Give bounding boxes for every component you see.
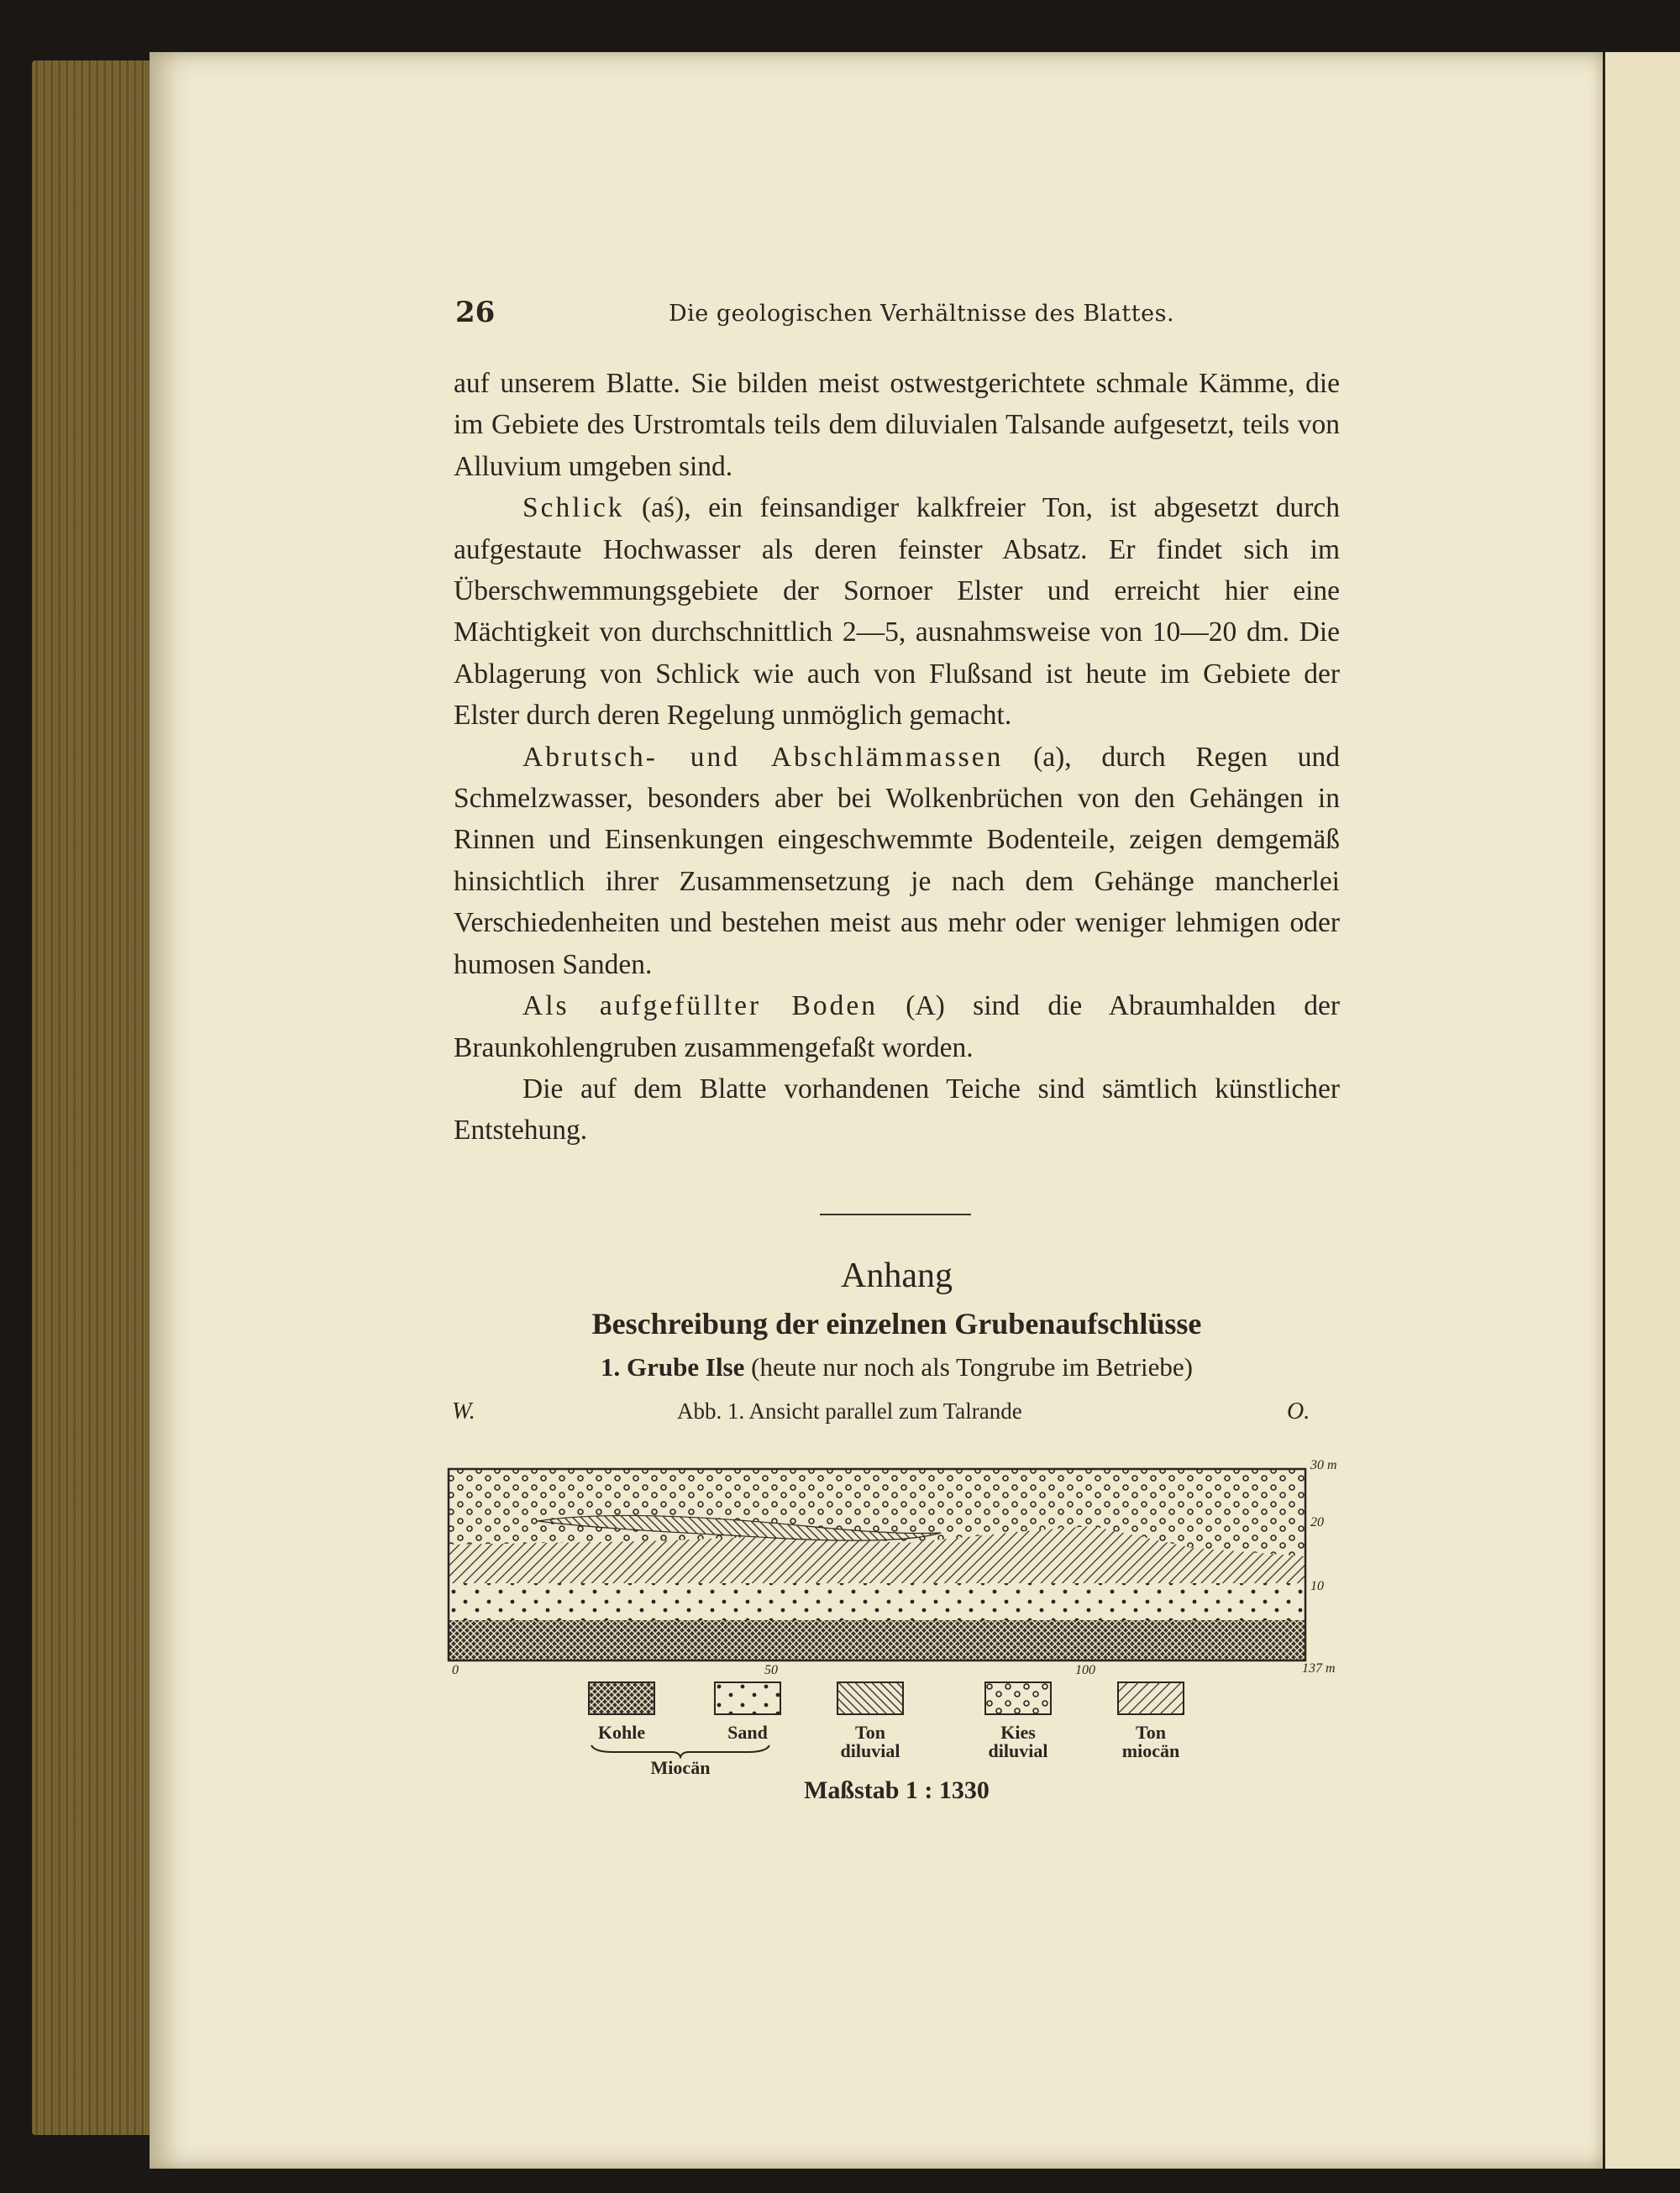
legend-ton-miocan-label: Ton xyxy=(1136,1722,1166,1743)
section-title: Beschreibung der einzelnen Grubenaufschlüsse xyxy=(591,1307,1202,1340)
mine-note: (heute nur noch als Tongrube im Betriebe) xyxy=(744,1352,1193,1382)
distance-label-0: 0 xyxy=(452,1663,459,1676)
layer-kohle xyxy=(449,1620,1305,1660)
paragraph-boden xyxy=(454,985,1340,1068)
mine-name: 1. Grube Ilse xyxy=(601,1352,745,1382)
legend-ton-diluvial-sublabel: diluvial xyxy=(840,1740,900,1761)
legend-kohle-swatch xyxy=(588,1681,655,1715)
legend-sand-swatch xyxy=(714,1681,781,1715)
distance-label-100: 100 xyxy=(1075,1663,1095,1676)
body-text xyxy=(454,363,1340,1152)
miocan-group-label: Miocän xyxy=(650,1757,711,1778)
term-boden: Als aufgefüllter Boden xyxy=(522,990,878,1022)
paragraph-schlick-text: (aś), ein feinsandiger kalkfreier Ton, ist abgesetzt durch aufgestaute Hochwasser als deren feinster Absatz. Er findet sich im Überschwemmungsgebiete der Sornoer Elster und erreicht hier eine Mächtigkeit von durchschnittlich 2—5, ausnahmsweise von 10—20 dm. Die Ablagerung von Schlick wie auch von Flußsand ist heute im Gebiete der Elster durch deren Regelung unmöglich gemacht. xyxy=(454,492,1340,732)
figure-caption: Abb. 1. Ansicht parallel zum Talrande xyxy=(677,1398,1022,1424)
legend-sand xyxy=(706,1681,790,1742)
page-number: 26 xyxy=(455,296,496,329)
figure-east-label: O. xyxy=(1287,1398,1310,1424)
legend-ton-diluvial xyxy=(828,1681,912,1760)
term-schlick: Schlick xyxy=(522,492,625,524)
legend-ton-diluvial-label: Ton xyxy=(855,1722,885,1743)
book-page-edges xyxy=(32,60,158,2135)
depth-labels xyxy=(1302,1458,1337,1676)
legend-ton-miocan-swatch xyxy=(1117,1681,1184,1715)
legend-ton-miocan xyxy=(1109,1681,1193,1760)
distance-labels xyxy=(452,1663,1095,1676)
running-title: Die geologischen Verhältnisse des Blattes. xyxy=(669,301,1175,327)
depth-label-20: 20 xyxy=(1310,1515,1324,1529)
figure-west-label: W. xyxy=(452,1398,475,1424)
paragraph-abrutsch xyxy=(454,737,1340,985)
paragraph-teiche: Die auf dem Blatte vorhandenen Teiche sind sämtlich künstlicher Entstehung. xyxy=(454,1073,1340,1146)
legend-kohle-label: Kohle xyxy=(597,1722,646,1743)
paragraph-1: auf unserem Blatte. Sie bilden meist ostwestgerichtete schmale Kämme, die im Gebiete des Urstromtals teils dem diluvialen Talsande aufgesetzt, teils von Alluvium umgeben sind. xyxy=(454,368,1340,482)
legend-kies-diluvial xyxy=(976,1681,1060,1760)
legend-kies-diluvial-label: Kies xyxy=(1000,1722,1036,1743)
paragraph-boden-text: (A) sind die Abraumhalden der Braunkohlengruben zusammengefaßt worden. xyxy=(454,990,1340,1063)
paragraph-abrutsch-text: (a), durch Regen und Schmelzwasser, besonders aber bei Wolkenbrüchen von den Gehängen in Rinnen und Einsenkungen eingeschwemmte Bodenteile, zeigen demgemäß hinsichtlich ihrer Zusammensetzung je nach dem Gehänge mancherlei Verschiedenheiten und bestehen meist aus mehr oder weniger lehmigen oder humosen Sanden. xyxy=(454,741,1340,980)
depth-label-10: 10 xyxy=(1310,1579,1324,1593)
section-divider xyxy=(820,1214,971,1215)
figure-scale: Maßstab 1 : 1330 xyxy=(804,1776,990,1804)
legend-ton-miocan-sublabel: miocän xyxy=(1121,1740,1180,1761)
facing-page-edge xyxy=(1603,52,1680,2169)
depth-label-137: 137 m xyxy=(1302,1661,1336,1676)
legend-ton-diluvial-swatch xyxy=(837,1681,904,1715)
distance-label-50: 50 xyxy=(764,1663,778,1676)
paragraph-schlick xyxy=(454,487,1340,736)
layer-sand xyxy=(449,1583,1305,1620)
depth-label-30: 30 m xyxy=(1310,1458,1337,1472)
mine-title xyxy=(454,1352,1340,1382)
legend-sand-label: Sand xyxy=(727,1722,768,1743)
legend-kies-diluvial-swatch xyxy=(984,1681,1052,1715)
appendix-title: Anhang xyxy=(841,1257,953,1295)
page-header xyxy=(455,296,1337,338)
geological-cross-section xyxy=(437,1449,1378,1676)
term-abrutsch: Abrutsch- und Abschlämmassen xyxy=(522,741,1004,773)
legend-kohle xyxy=(580,1681,664,1742)
legend-kies-diluvial-sublabel: diluvial xyxy=(988,1740,1048,1761)
section-layers xyxy=(449,1469,1305,1660)
